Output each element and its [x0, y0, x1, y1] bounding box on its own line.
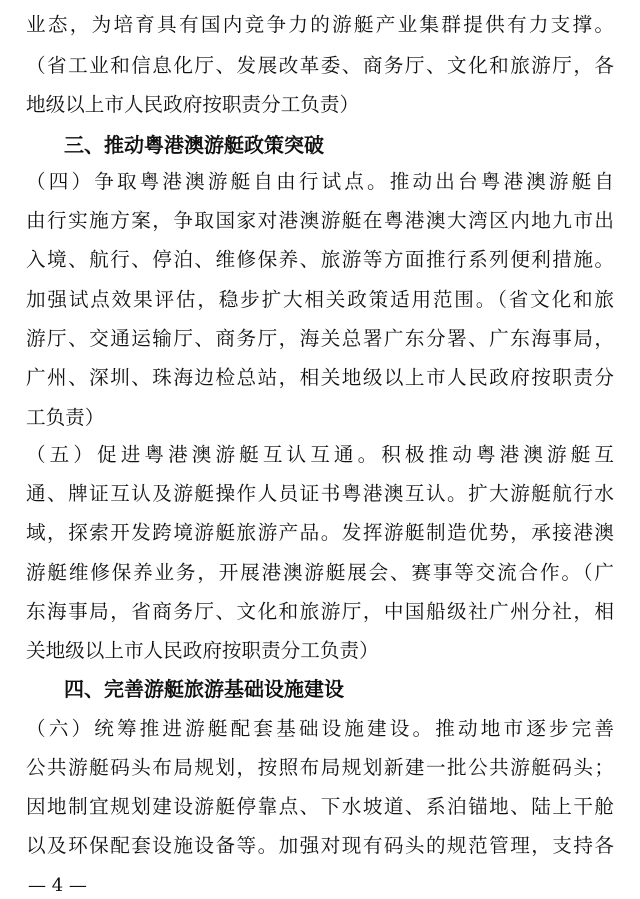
body-text-line: 由行实施方案，争取国家对港澳游艇在粤港澳大湾区内地九市出: [26, 209, 614, 232]
body-text-line: （五）促进粤港澳游艇互认互通。积极推动粤港澳游艇互: [26, 443, 614, 466]
page-number: — 4 —: [28, 875, 87, 896]
body-text-line: 公共游艇码头布局规划，按照布局规划新建一批公共游艇码头；: [26, 756, 614, 779]
body-text-line: 游厅、交通运输厅、商务厅，海关总署广东分署、广东海事局，: [26, 327, 614, 350]
body-text-line: 域，探索开发跨境游艇旅游产品。发挥游艇制造优势，承接港澳: [26, 521, 614, 544]
body-text-line: 地级以上市人民政府按职责分工负责）: [26, 93, 360, 116]
section-heading-4: 四、完善游艇旅游基础设施建设: [64, 677, 344, 701]
body-text-line: 通、牌证互认及游艇操作人员证书粤港澳互认。扩大游艇航行水: [26, 482, 614, 505]
body-text-line: （省工业和信息化厅、发展改革委、商务厅、文化和旅游厅，各: [26, 54, 614, 77]
section-heading-3: 三、推动粤港澳游艇政策突破: [64, 133, 324, 157]
body-text-line: （六）统筹推进游艇配套基础设施建设。推动地市逐步完善: [26, 717, 614, 740]
body-text-line: 游艇维修保养业务，开展港澳游艇展会、赛事等交流合作。（广: [26, 561, 614, 584]
body-text-line: 以及环保配套设施设备等。加强对现有码头的规范管理，支持各: [26, 834, 614, 857]
body-text-line: 因地制宜规划建设游艇停靠点、下水坡道、系泊锚地、陆上干舱: [26, 795, 614, 818]
body-text-line: 关地级以上市人民政府按职责分工负责）: [26, 639, 379, 662]
body-text-line: 业态，为培育具有国内竞争力的游艇产业集群提供有力支撑。: [26, 13, 614, 36]
body-text-line: 入境、航行、停泊、维修保养、旅游等方面推行系列便利措施。: [26, 248, 614, 271]
body-text-line: 广州、深圳、珠海边检总站，相关地级以上市人民政府按职责分: [26, 366, 614, 389]
body-text-line: （四）争取粤港澳游艇自由行试点。推动出台粤港澳游艇自: [26, 170, 614, 193]
body-text-line: 东海事局，省商务厅、文化和旅游厅，中国船级社广州分社，相: [26, 600, 614, 623]
body-text-line: 工负责）: [26, 406, 105, 429]
body-text-line: 加强试点效果评估，稳步扩大相关政策适用范围。（省文化和旅: [26, 288, 614, 311]
